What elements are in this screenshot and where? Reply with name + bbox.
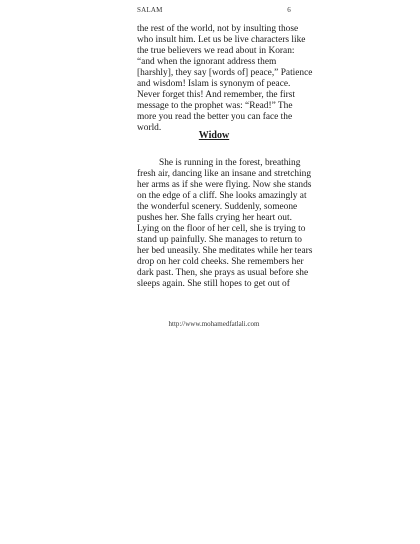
text-line: world. (137, 123, 162, 133)
text-line: sleeps again. She still hopes to get out of (137, 279, 290, 289)
text-line: dark past. Then, she prays as usual before she (137, 268, 309, 278)
text-line: “and when the ignorant address them (137, 57, 277, 67)
paragraph-continuation (137, 24, 313, 134)
text-line: the wonderful scenery. Suddenly, someone (137, 202, 298, 212)
text-line: Lying on the floor of her cell, she is trying to (137, 224, 306, 234)
text-line: fresh air, dancing like an insane and stretching (137, 169, 312, 179)
text-line: the true believers we read about in Koran: (137, 46, 295, 56)
text-line: the rest of the world, not by insulting those (137, 24, 299, 34)
text-line: [harshly], they say [words of] peace,” Patience (137, 68, 313, 78)
text-line: more you read the better you can face the (137, 112, 293, 122)
page-number: 6 (287, 6, 291, 14)
footer-url: http://www.mohamedfatlali.com (168, 320, 260, 328)
text-line: drop on her cold cheeks. She remembers her (137, 257, 304, 267)
paragraph-widow (137, 158, 313, 290)
text-line: Never forget this! And remember, the first (137, 90, 295, 100)
text-line: who insult him. Let us be live characters like (137, 35, 306, 45)
text-line: and wisdom! Islam is synonym of peace. (137, 79, 291, 89)
text-line: She is running in the forest, breathing (159, 158, 301, 168)
text-line: her arms as if she were flying. Now she stands (137, 180, 312, 190)
text-line: message to the prophet was: “Read!” The (137, 101, 293, 111)
text-line: stand up painfully. She manages to return to (137, 235, 302, 245)
running-title: SALAM (137, 6, 163, 14)
text-line: her bed uneasily. She meditates while her tears (137, 246, 313, 256)
section-heading: Widow (198, 130, 230, 141)
text-line: on the edge of a cliff. She looks amazingly at (137, 191, 307, 201)
text-line: pushes her. She falls crying her heart out. (137, 213, 292, 223)
